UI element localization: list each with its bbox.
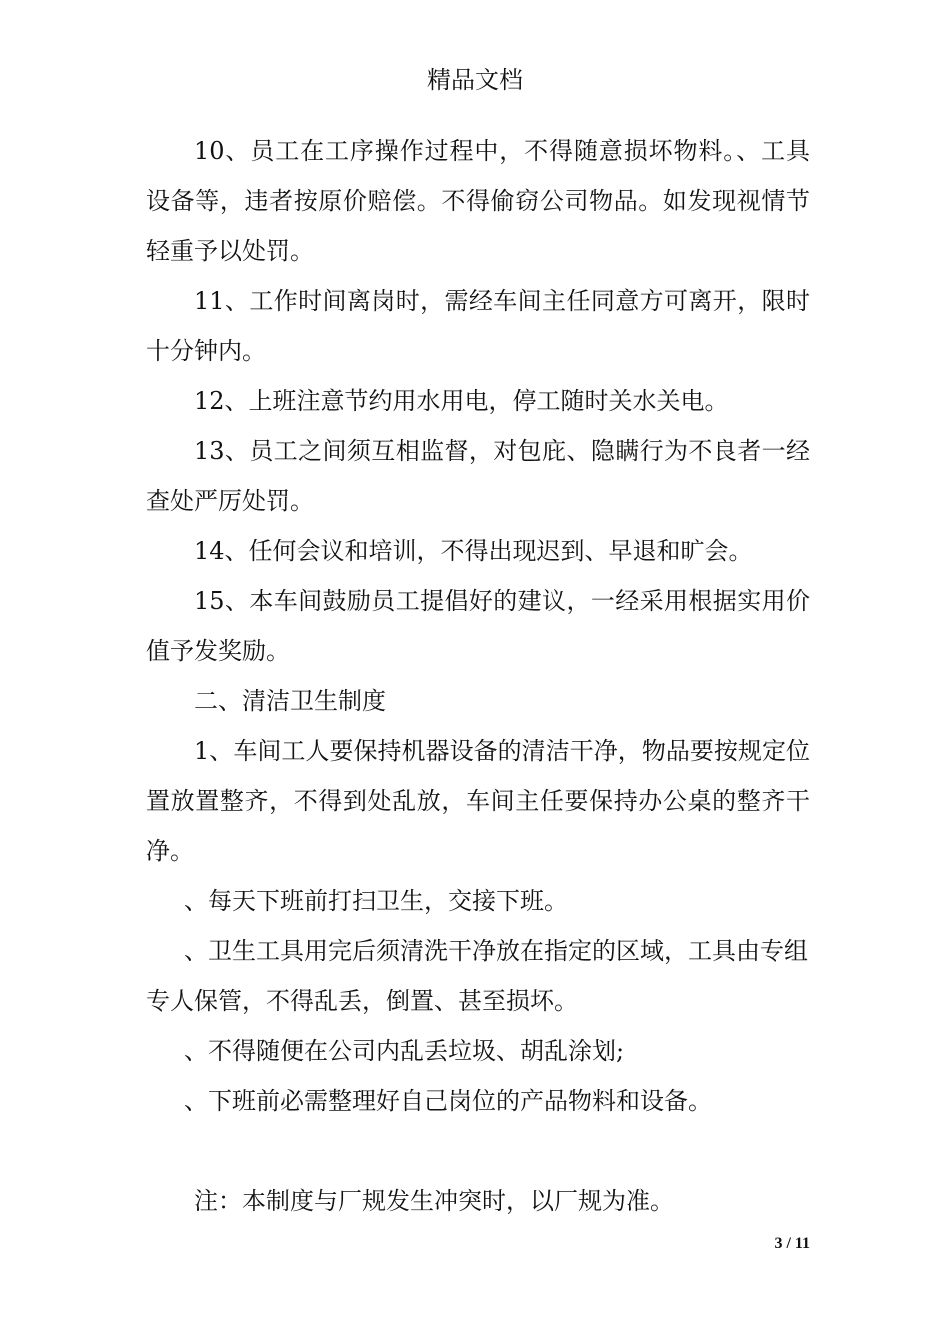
note: 注：本制度与厂规发生冲突时，以厂规为准。 xyxy=(194,1187,674,1215)
page-number: 3 / 11 xyxy=(774,1235,810,1252)
document-body xyxy=(146,126,810,1226)
paragraph-cleaning-3: 、卫生工具用完后须清洗干净放在指定的区域，工具由专组专人保管，不得乱丢，倒置、甚至损坏。 xyxy=(146,937,808,1015)
paragraph-cleaning-2: 、每天下班前打扫卫生，交接下班。 xyxy=(184,887,568,915)
paragraph-cleaning-1: 1、车间工人要保持机器设备的清洁干净，物品要按规定位置放置整齐，不得到处乱放，车间主任要保持办公桌的整齐干净。 xyxy=(146,737,810,865)
page-header: 精品文档 xyxy=(427,66,523,94)
paragraph-15: 15、本车间鼓励员工提倡好的建议，一经采用根据实用价值予发奖励。 xyxy=(146,587,810,665)
paragraph-cleaning-5: 、下班前必需整理好自己岗位的产品物料和设备。 xyxy=(184,1087,712,1115)
paragraph-13: 13、员工之间须互相监督，对包庇、隐瞒行为不良者一经查处严厉处罚。 xyxy=(146,437,810,515)
section-heading-cleaning: 二、清洁卫生制度 xyxy=(194,687,386,715)
paragraph-cleaning-4: 、不得随便在公司内乱丢垃圾、胡乱涂划; xyxy=(184,1037,625,1065)
paragraph-10: 10、员工在工序操作过程中，不得随意损坏物料。、工具设备等，违者按原价赔偿。不得偷窃公司物品。如发现视情节轻重予以处罚。 xyxy=(146,137,810,265)
paragraph-14: 14、任何会议和培训，不得出现迟到、早退和旷会。 xyxy=(194,537,753,565)
paragraph-11: 11、工作时间离岗时，需经车间主任同意方可离开，限时十分钟内。 xyxy=(146,287,810,365)
paragraph-12: 12、上班注意节约用水用电，停工随时关水关电。 xyxy=(194,387,729,415)
